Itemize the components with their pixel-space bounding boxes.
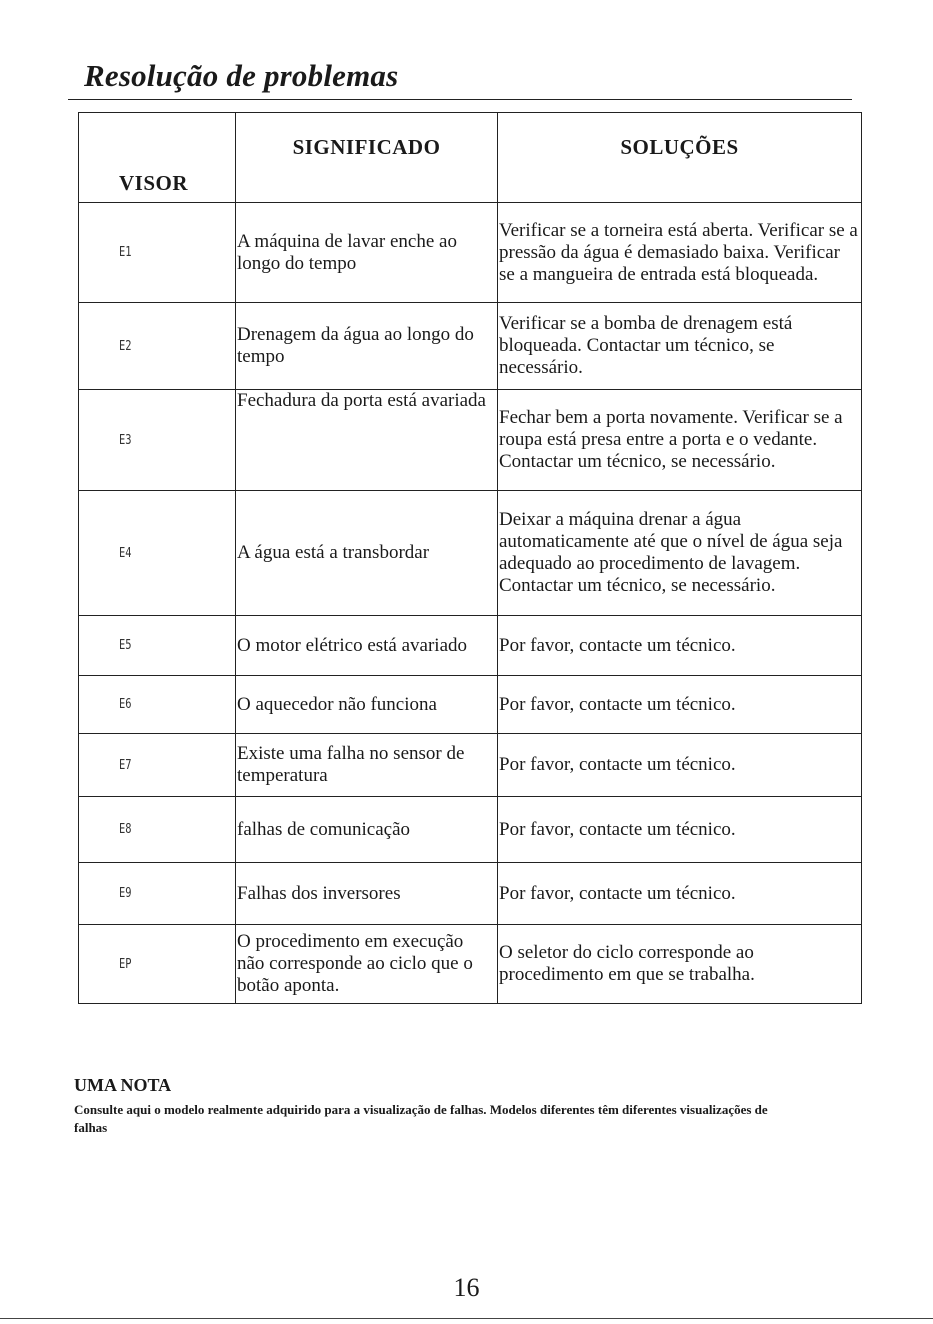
header-significado: SIGNIFICADO bbox=[236, 113, 498, 203]
error-code: E8 bbox=[79, 797, 236, 863]
meaning-cell: Fechadura da porta está avariada bbox=[236, 390, 498, 491]
error-code: E4 bbox=[79, 491, 236, 616]
meaning-cell: O aquecedor não funciona bbox=[236, 676, 498, 734]
table-row bbox=[79, 616, 862, 676]
bottom-divider bbox=[0, 1318, 933, 1319]
meaning-cell: Drenagem da água ao longo do tempo bbox=[236, 303, 498, 390]
page-title: Resolução de problemas bbox=[84, 58, 399, 93]
solution-cell: Por favor, contacte um técnico. bbox=[498, 616, 862, 676]
table-row bbox=[79, 863, 862, 925]
solution-cell: Por favor, contacte um técnico. bbox=[498, 863, 862, 925]
table-row bbox=[79, 676, 862, 734]
title-underline bbox=[68, 99, 852, 100]
table-row bbox=[79, 925, 862, 1004]
error-code: E3 bbox=[79, 390, 236, 491]
solution-cell: O seletor do ciclo corresponde ao procedimento em que se trabalha. bbox=[498, 925, 862, 1004]
meaning-cell: A máquina de lavar enche ao longo do tempo bbox=[236, 203, 498, 303]
note-text: Consulte aqui o modelo realmente adquirido para a visualização de falhas. Modelos diferentes têm diferentes visualizações de falhas bbox=[74, 1102, 768, 1135]
error-code: E2 bbox=[79, 303, 236, 390]
solution-cell: Por favor, contacte um técnico. bbox=[498, 734, 862, 797]
error-code: E5 bbox=[79, 616, 236, 676]
table-row bbox=[79, 203, 862, 303]
error-code: E1 bbox=[79, 203, 236, 303]
meaning-cell: O motor elétrico está avariado bbox=[236, 616, 498, 676]
error-code: E6 bbox=[79, 676, 236, 734]
solution-cell: Verificar se a torneira está aberta. Verificar se a pressão da água é demasiado baixa. Verificar se a mangueira de entrada está bloqueada. bbox=[498, 203, 862, 303]
solution-cell: Por favor, contacte um técnico. bbox=[498, 676, 862, 734]
solution-cell: Por favor, contacte um técnico. bbox=[498, 797, 862, 863]
meaning-cell: O procedimento em execução não corresponde ao ciclo que o botão aponta. bbox=[236, 925, 498, 1004]
header-solucoes: SOLUÇÕES bbox=[498, 113, 862, 203]
table-row bbox=[79, 797, 862, 863]
header-visor: VISOR bbox=[79, 113, 236, 203]
meaning-cell: Existe uma falha no sensor de temperatura bbox=[236, 734, 498, 797]
error-code: EP bbox=[79, 925, 236, 1004]
page-number: 16 bbox=[453, 1273, 480, 1302]
troubleshooting-table bbox=[78, 112, 862, 1004]
table-row bbox=[79, 390, 862, 491]
solution-cell: Verificar se a bomba de drenagem está bloqueada. Contactar um técnico, se necessário. bbox=[498, 303, 862, 390]
note-heading: UMA NOTA bbox=[74, 1075, 172, 1095]
solution-cell: Deixar a máquina drenar a água automaticamente até que o nível de água seja adequado ao procedimento de lavagem. Contactar um técnico, se necessário. bbox=[498, 491, 862, 616]
table-row bbox=[79, 734, 862, 797]
meaning-cell: Falhas dos inversores bbox=[236, 863, 498, 925]
meaning-cell: A água está a transbordar bbox=[236, 491, 498, 616]
table-header-row bbox=[79, 113, 862, 203]
error-code: E9 bbox=[79, 863, 236, 925]
error-code: E7 bbox=[79, 734, 236, 797]
table-row bbox=[79, 491, 862, 616]
meaning-cell: falhas de comunicação bbox=[236, 797, 498, 863]
solution-cell: Fechar bem a porta novamente. Verificar se a roupa está presa entre a porta e o vedante. Contactar um técnico, se necessário. bbox=[498, 390, 862, 491]
table-row bbox=[79, 303, 862, 390]
